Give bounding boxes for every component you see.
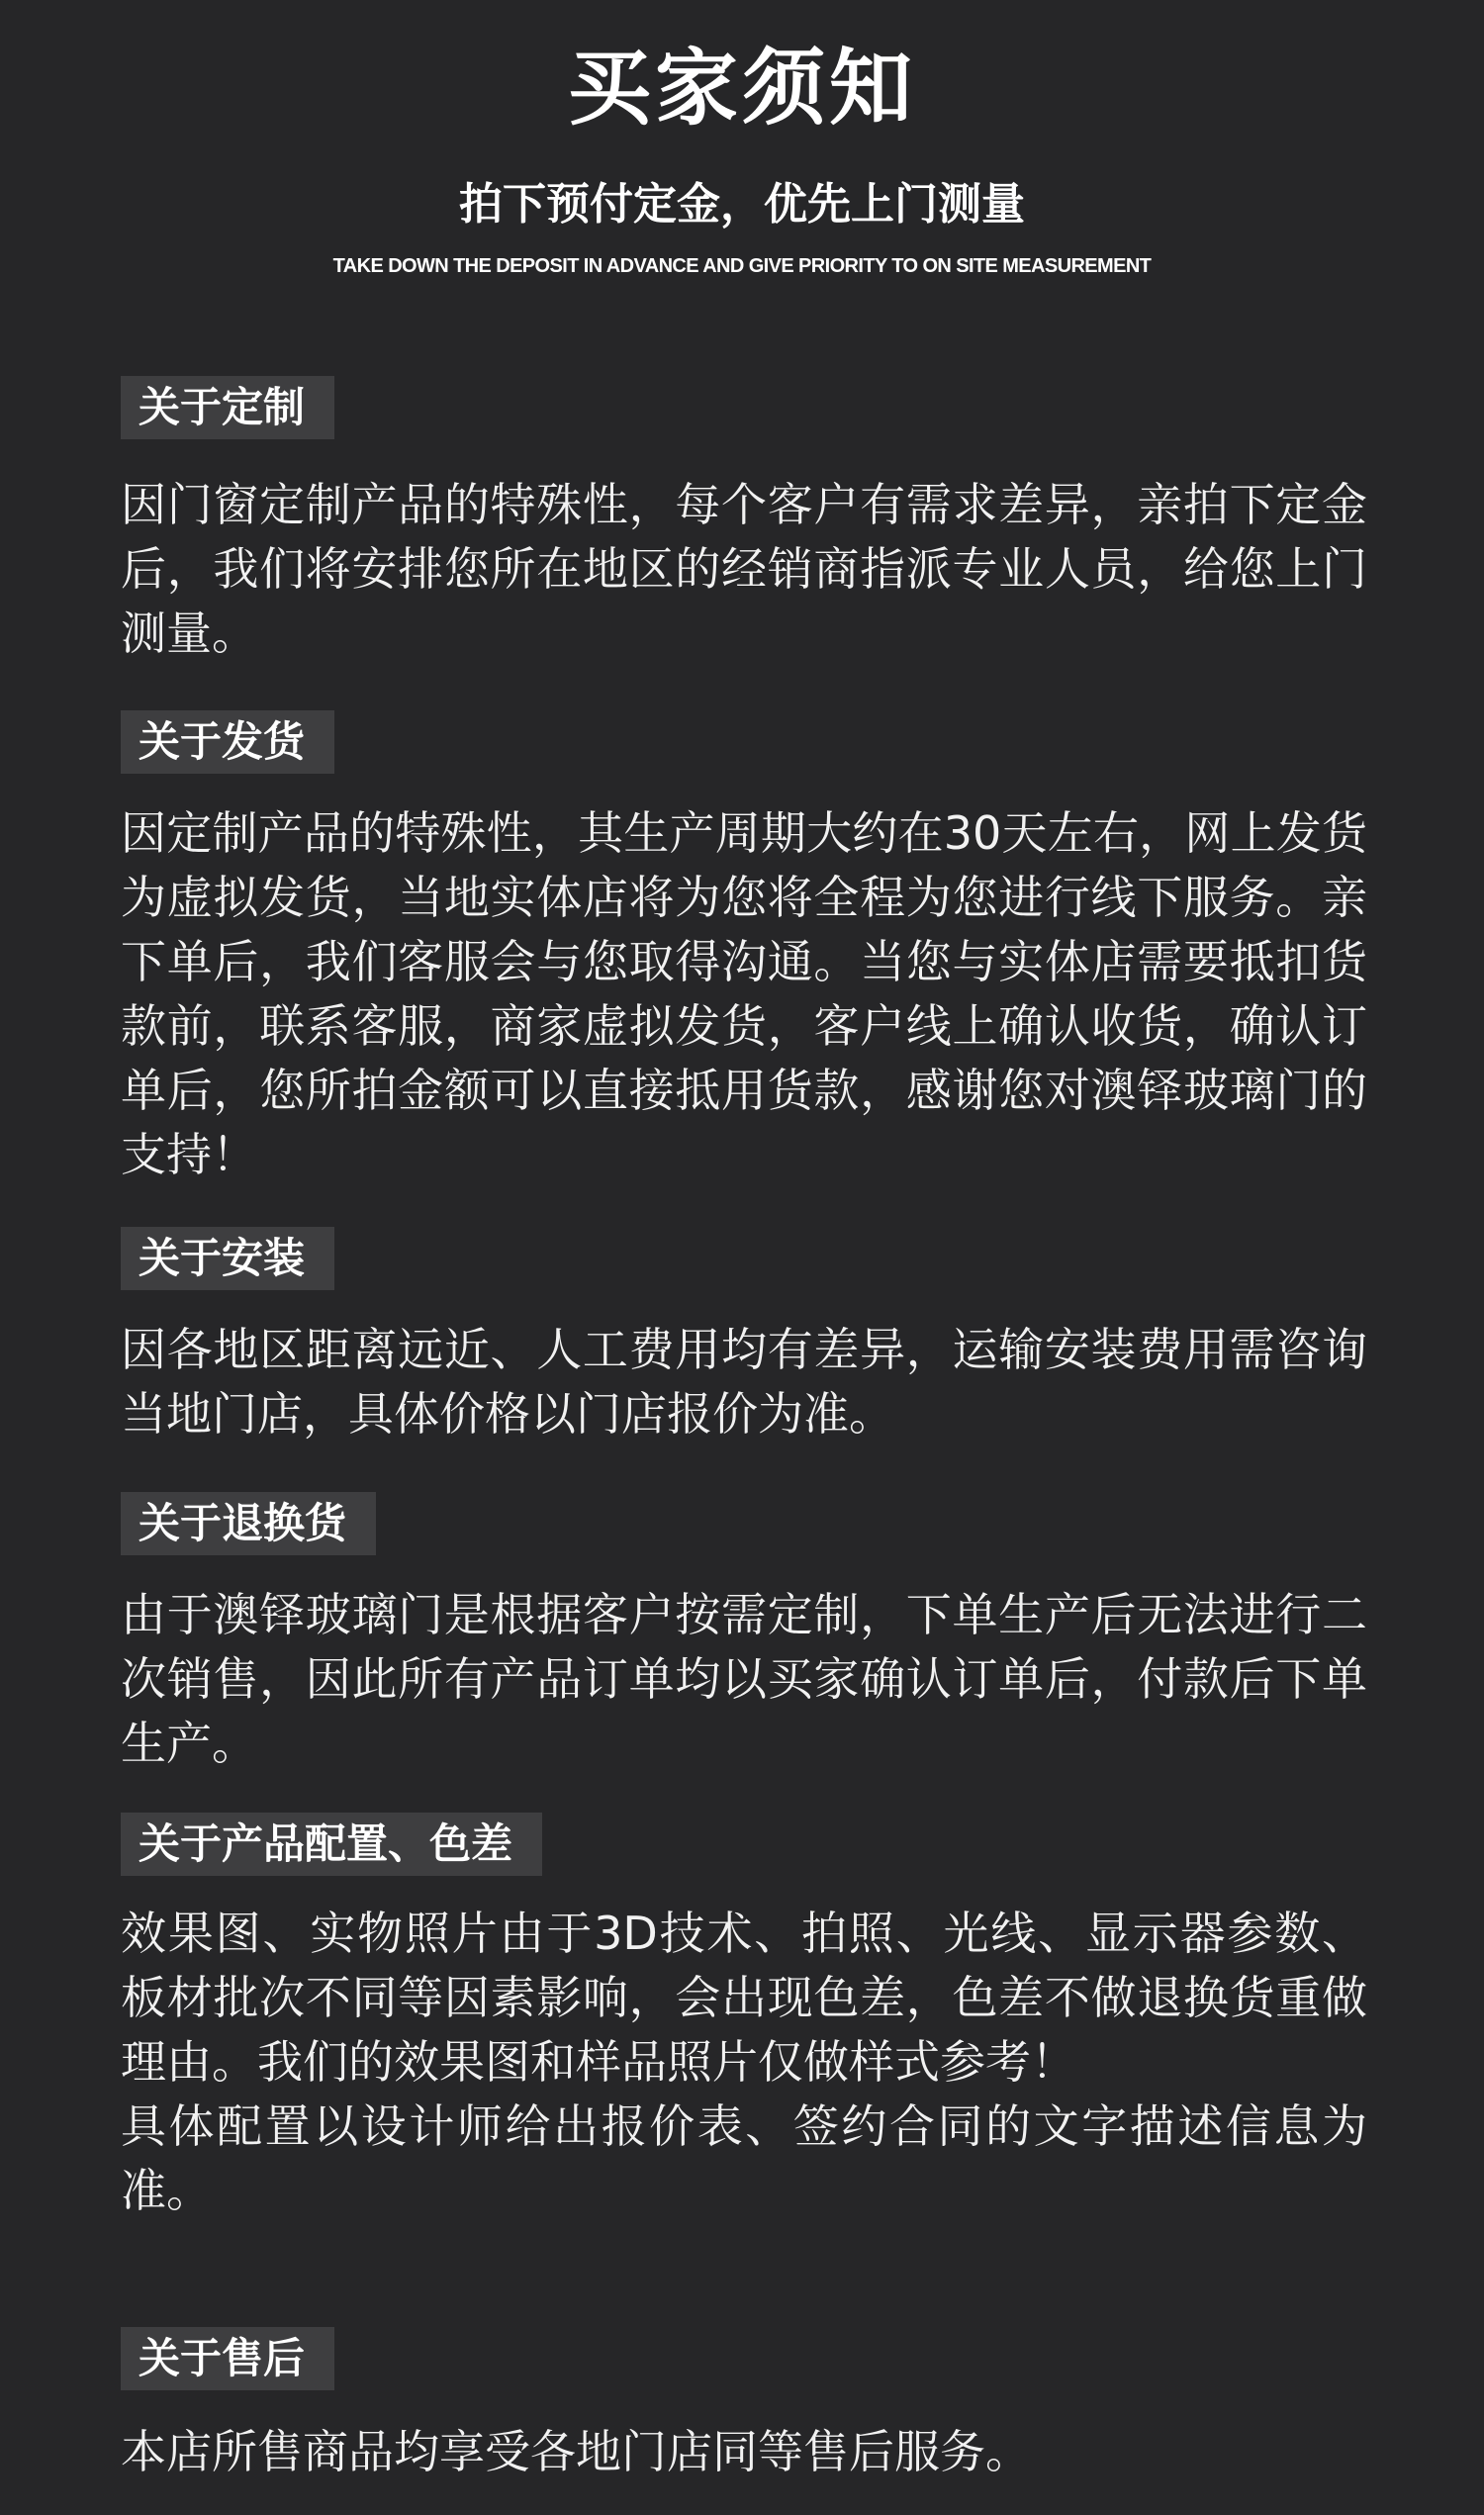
subtitle: 拍下预付定金，优先上门测量 [459,179,1025,230]
section-paragraph: 本店所售商品均享受各地门店同等售后服务。 [121,2425,1031,2478]
section-paragraph: 因各地区距离远近、人工费用均有差异，运输安装费用需咨询当地门店，具体价格以门店报价为准。 [121,1323,1367,1441]
section-heading-installation: 关于安装 [121,1227,334,1290]
section-body-customization [121,473,1367,666]
section-body-configuration [121,1902,1367,2223]
section-paragraph: 具体配置以设计师给出报价表、签约合同的文字描述信息为准。 [121,2099,1367,2217]
section-heading-configuration: 关于产品配置、色差 [121,1813,542,1876]
section-heading-aftersales: 关于售后 [121,2327,334,2390]
section-paragraph: 效果图、实物照片由于3D技术、拍照、光线、显示器参数、板材批次不同等因素影响，会出现色差，色差不做退换货重做理由。我们的效果图和样品照片仅做样式参考！ [121,1907,1367,2089]
section-body-aftersales [121,2420,1367,2484]
subtitle-english: TAKE DOWN THE DEPOSIT IN ADVANCE AND GIVE PRIORITY TO ON SITE MEASUREMENT [332,255,1152,277]
section-heading-customization: 关于定制 [121,376,334,439]
section-paragraph: 因定制产品的特殊性，其生产周期大约在30天左右，网上发货为虚拟发货，当地实体店将为您将全程为您进行线下服务。亲下单后，我们客服会与您取得沟通。当您与实体店需要抵扣货款前，联系客服，商家虚拟发货，客户线上确认收货，确认订单后，您所拍金额可以直接抵用货款，感谢您对澳铎玻璃门的支持！ [121,806,1367,1181]
section-heading-returns: 关于退换货 [121,1492,376,1555]
page-title: 买家须知 [567,40,916,137]
section-heading-shipping: 关于发货 [121,710,334,774]
section-paragraph: 因门窗定制产品的特殊性，每个客户有需求差异，亲拍下定金后，我们将安排您所在地区的经销商指派专业人员，给您上门测量。 [121,478,1367,660]
section-body-returns [121,1583,1367,1776]
section-paragraph: 由于澳铎玻璃门是根据客户按需定制，下单生产后无法进行二次销售，因此所有产品订单均以买家确认订单后，付款后下单生产。 [121,1588,1367,1770]
section-body-shipping [121,801,1367,1187]
section-body-installation [121,1318,1367,1446]
